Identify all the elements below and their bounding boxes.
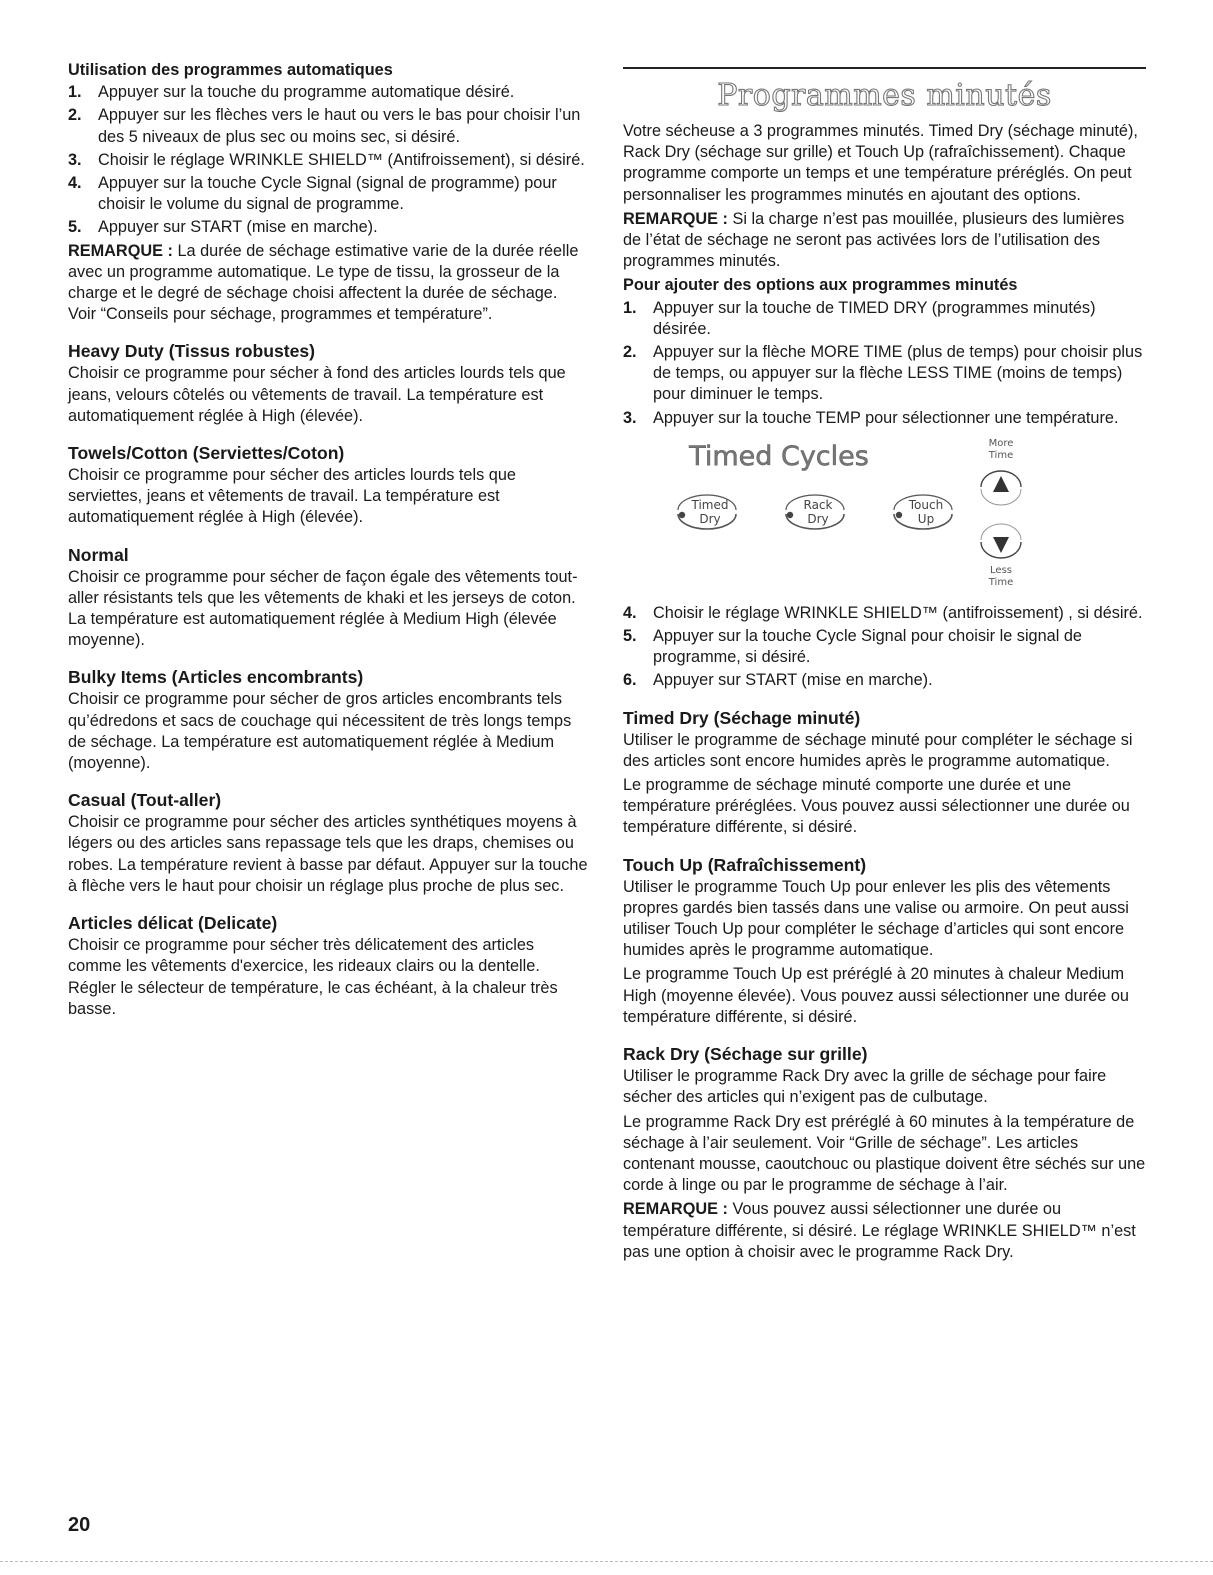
left-column (68, 60, 588, 1023)
timed-dry-label-1: Timed (691, 497, 729, 512)
indicator-light-icon (787, 512, 793, 518)
down-arrow-icon (993, 537, 1009, 553)
list-item: 1. Appuyer sur la touche de TIMED DRY (programmes minutés) désirée. (623, 298, 1096, 338)
section-title-timed-dry: Timed Dry (Séchage minuté) (623, 707, 861, 728)
list-item: 2. Appuyer sur la flèche MORE TIME (plus de temps) pour choisir plus de temps, ou appuyer sur la flèche LESS TIME (moins de temps) pour diminuer le temps. (623, 343, 1143, 404)
rack-dry-paragraph-2: Le programme Rack Dry est préréglé à 60 minutes à la température de séchage à l’air seulement. Voir “Grille de séchage”. Les articles contenant mousse, caoutchouc ou plastique doivent être séchés sur une corde à linge ou par le programme de séchage à l’air. (623, 1112, 1146, 1195)
touch-up-paragraph-1: Utiliser le programme Touch Up pour enlever les plis des vêtements propres gardés bien tassés dans une valise ou armoire. On peut aussi utiliser Touch Up pour compléter le séchage d’articles qui sont encore humides après le programme automatique. (623, 877, 1129, 960)
less-time-label-2: Time (988, 576, 1014, 588)
touch-up-label-2: Up (917, 511, 935, 526)
more-time-label-2: Time (988, 449, 1014, 461)
list-item: 1. Appuyer sur la touche du programme automatique désiré. (68, 83, 515, 102)
page-bottom-divider (0, 1561, 1213, 1562)
less-time-label-1: Less (990, 564, 1012, 576)
panel-title: Timed Cycles (689, 440, 869, 472)
right-column (623, 60, 1146, 1266)
auto-programs-heading: Utilisation des programmes automatiques (68, 61, 393, 79)
page-title: Programmes minutés (717, 78, 1052, 113)
auto-steps-list (68, 82, 588, 238)
section-text-casual: Choisir ce programme pour sécher des articles synthétiques moyens à légers ou des articles sans repassage tels que les draps, chemises ou robes. La température revient à basse par défaut. Appuyer sur la touche à flèche vers le haut pour choisir un réglage plus proche de plus sec. (68, 813, 588, 895)
list-item: 3. Choisir le réglage WRINKLE SHIELD™ (Antifroissement), si désiré. (68, 150, 585, 169)
list-item: 3. Appuyer sur la touche TEMP pour sélectionner une température. (623, 408, 1119, 427)
list-item: 4. Choisir le réglage WRINKLE SHIELD™ (antifroissement) , si désiré. (623, 603, 1143, 622)
section-text-towels-cotton: Choisir ce programme pour sécher des articles lourds tels que serviettes, jeans et vêtements de travail. La température est automatiquement réglée à High (élevée). (68, 466, 516, 527)
section-title-heavy-duty: Heavy Duty (Tissus robustes) (68, 341, 316, 362)
rack-dry-note: REMARQUE : Vous pouvez aussi sélectionner une durée ou température différente, si désiré. Le réglage WRINKLE SHIELD™ n’est pas une option à choisir avec le programme Rack Dry. (623, 1200, 1136, 1261)
list-item: 5. Appuyer sur la touche Cycle Signal pour choisir le signal de programme, si désiré. (623, 627, 1082, 667)
options-steps-list (623, 298, 1146, 429)
section-title-towels-cotton: Towels/Cotton (Serviettes/Coton) (68, 443, 345, 464)
timed-note: REMARQUE : Si la charge n’est pas mouillée, plusieurs des lumières de l’état de séchage ne seront pas activées lors de l’utilisation des programmes minutés. (623, 209, 1125, 271)
section-title-rack-dry: Rack Dry (Séchage sur grille) (623, 1044, 868, 1065)
options-steps-list-continued (623, 603, 1146, 692)
more-time-button[interactable] (981, 471, 1021, 505)
rack-dry-button[interactable] (786, 495, 844, 529)
rack-dry-paragraph-1: Utiliser le programme Rack Dry avec la grille de séchage pour faire sécher des articles qui n’exigent pas de culbutage. (623, 1067, 1107, 1107)
section-text-normal: Choisir ce programme pour sécher de façon égale des vêtements tout-aller résistants tels que les vêtements de khaki et les jerseys de coton. La température est automatiquement réglée à Medium High (élevée moyenne). (68, 567, 578, 650)
more-time-label-1: More (988, 437, 1014, 449)
touch-up-label-1: Touch (908, 497, 944, 512)
timed-dry-button[interactable] (678, 495, 736, 529)
touch-up-button[interactable] (894, 495, 952, 529)
section-text-delicate: Choisir ce programme pour sécher très délicatement des articles comme les vêtements d'exercice, les rideaux clairs ou la dentelle. Régler le sélecteur de température, le cas échéant, à la chaleur très basse. (68, 936, 558, 1018)
list-item: 5. Appuyer sur START (mise en marche). (68, 218, 378, 237)
timed-dry-label-2: Dry (699, 511, 721, 526)
section-title-bulky-items: Bulky Items (Articles encombrants) (68, 667, 364, 688)
control-panel-illustration (623, 433, 1146, 595)
rack-dry-label-2: Dry (807, 511, 829, 526)
section-title-touch-up: Touch Up (Rafraîchissement) (623, 854, 867, 875)
list-item: 6. Appuyer sur START (mise en marche). (623, 671, 933, 690)
up-arrow-icon (993, 476, 1009, 492)
section-divider (623, 67, 1146, 69)
indicator-light-icon (896, 512, 902, 518)
section-title-casual: Casual (Tout-aller) (68, 790, 222, 811)
section-title-normal: Normal (68, 544, 129, 565)
section-text-heavy-duty: Choisir ce programme pour sécher à fond des articles lourds tels que jeans, velours côtelés ou vêtements de travail. La température est automatiquement réglée à High (élevée). (68, 364, 566, 425)
auto-note: REMARQUE : La durée de séchage estimative varie de la durée réelle avec un programme automatique. Le type de tissu, la grosseur de la charge et le degré de séchage choisi affectent la durée de séchage. Voir “Conseils pour séchage, programmes et température”. (68, 241, 579, 324)
section-text-bulky-items: Choisir ce programme pour sécher de gros articles encombrants tels qu’édredons et sacs de couchage qui nécessitent de très longs temps de séchage. La température est automatiquement réglée à Medium (moyenne). (68, 690, 572, 773)
rack-dry-label-1: Rack (803, 497, 833, 512)
page-number: 20 (68, 1514, 91, 1536)
touch-up-paragraph-2: Le programme Touch Up est préréglé à 20 minutes à chaleur Medium High (moyenne élevée). Vous pouvez aussi sélectionner une durée ou température différente, si désiré. (623, 965, 1129, 1026)
indicator-light-icon (679, 512, 685, 518)
timed-dry-paragraph-2: Le programme de séchage minuté comporte une durée et une température préréglées. Vous pouvez aussi sélectionner une durée ou température différente, si désiré. (623, 776, 1130, 837)
options-heading: Pour ajouter des options aux programmes minutés (623, 276, 1018, 295)
less-time-button[interactable] (981, 524, 1021, 558)
list-item: 4. Appuyer sur la touche Cycle Signal (signal de programme) pour choisir le volume du signal de programme. (68, 174, 557, 214)
list-item: 2. Appuyer sur les flèches vers le haut ou vers le bas pour choisir l’un des 5 niveaux de plus sec ou moins sec, si désiré. (68, 106, 581, 146)
timed-dry-paragraph-1: Utiliser le programme de séchage minuté pour compléter le séchage si des articles sont encore humides après le programme automatique. (623, 730, 1133, 770)
timed-intro: Votre sécheuse a 3 programmes minutés. Timed Dry (séchage minuté), Rack Dry (séchage sur grille) et Touch Up (rafraîchissement). Chaque programme comporte un temps et une température préréglés. On peut personnaliser les programmes minutés en ajoutant des options. (623, 122, 1138, 204)
section-title-delicate: Articles délicat (Delicate) (68, 913, 278, 934)
timed-cycles-panel (623, 433, 1146, 595)
